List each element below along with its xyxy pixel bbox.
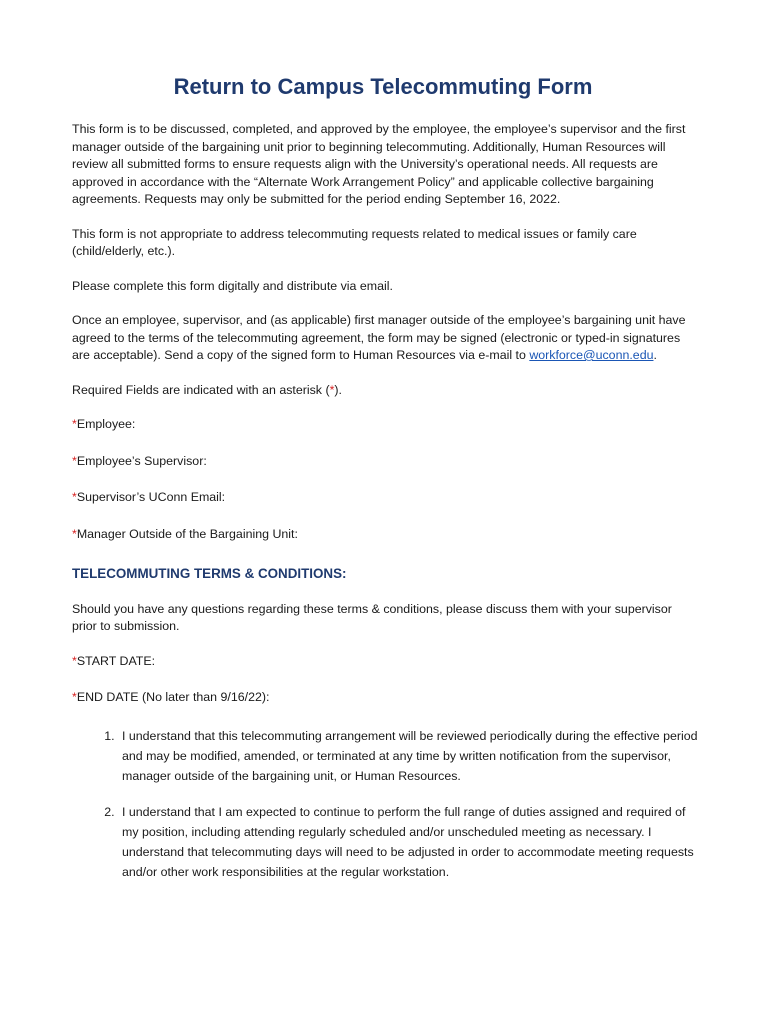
start-date-label: START DATE: bbox=[76, 653, 156, 668]
required-asterisk: * bbox=[72, 417, 77, 431]
employee-label: Employee: bbox=[76, 417, 136, 431]
required-asterisk: * bbox=[72, 490, 77, 504]
intro-paragraph-3: Please complete this form digitally and distribute via email. bbox=[72, 278, 393, 293]
submission-text-end: . bbox=[653, 348, 657, 362]
supervisor-field[interactable] bbox=[72, 453, 698, 471]
page-title: Return to Campus Telecommuting Form bbox=[173, 74, 593, 99]
intro-paragraph-4 bbox=[72, 312, 698, 365]
employee-field[interactable] bbox=[72, 416, 698, 434]
required-note-text: Required Fields are indicated with an asterisk ( bbox=[72, 382, 330, 397]
terms-note: Should you have any questions regarding these terms & conditions, please discuss them with your supervisor prior to submission. bbox=[72, 601, 672, 633]
terms-list bbox=[72, 726, 698, 882]
start-date-field[interactable] bbox=[72, 653, 698, 671]
required-asterisk: * bbox=[329, 382, 335, 397]
required-asterisk: * bbox=[72, 653, 77, 668]
supervisor-email-field[interactable] bbox=[72, 489, 698, 507]
end-date-label: END DATE (No later than 9/16/22): bbox=[76, 690, 270, 704]
form-body bbox=[72, 121, 698, 898]
required-note bbox=[72, 382, 698, 400]
terms-item-2: 2. I understand that I am expected to continue to perform the full range of duties assigned and required of my position, including attending regularly scheduled and/or unscheduled meeting as necessary. I understand that telecommuting days will need to be adjusted in order to accommodate meeting requests and/or other work responsibilities at the regular workstation. bbox=[118, 802, 698, 882]
manager-field[interactable] bbox=[72, 526, 698, 544]
intro-paragraph-2: This form is not appropriate to address telecommuting requests related to medical issues or family care (child/elderly, etc.). bbox=[72, 226, 637, 258]
terms-item-1: 1. I understand that this telecommuting arrangement will be reviewed periodically during the effective period and may be modified, amended, or terminated at any time by written notification from the supervisor, manager outside of the bargaining unit, or Human Resources. bbox=[118, 726, 698, 786]
terms-heading: TELECOMMUTING TERMS & CONDITIONS: bbox=[72, 566, 347, 581]
required-asterisk: * bbox=[72, 690, 77, 704]
supervisor-label: Employee’s Supervisor: bbox=[76, 453, 207, 468]
required-asterisk: * bbox=[72, 453, 77, 468]
manager-label: Manager Outside of the Bargaining Unit: bbox=[76, 526, 298, 541]
end-date-field[interactable] bbox=[72, 689, 698, 707]
intro-paragraph-1: This form is to be discussed, completed, and approved by the employee, the employee’s supervisor and the first manager outside of the bargaining unit prior to beginning telecommuting. Additionally, Human Resources will review all submitted forms to ensure requests align with the University’s operational needs. All requests are approved in accordance with the “Alternate Work Arrangement Policy” and applicable collective bargaining agreements. Requests may only be submitted for the period ending September 16, 2022. bbox=[72, 122, 686, 206]
supervisor-email-label: Supervisor’s UConn Email: bbox=[76, 490, 226, 504]
required-note-end: ). bbox=[334, 382, 342, 397]
submission-text: Once an employee, supervisor, and (as applicable) first manager outside of the employee’s bargaining unit have agreed to the terms of the telecommuting agreement, the form may be signed (electronic or typed-in signatures are acceptable). Send a copy of the signed form to Human Resources via e-mail to bbox=[72, 313, 686, 362]
required-asterisk: * bbox=[72, 526, 77, 541]
email-link[interactable]: workforce@uconn.edu bbox=[529, 348, 654, 362]
